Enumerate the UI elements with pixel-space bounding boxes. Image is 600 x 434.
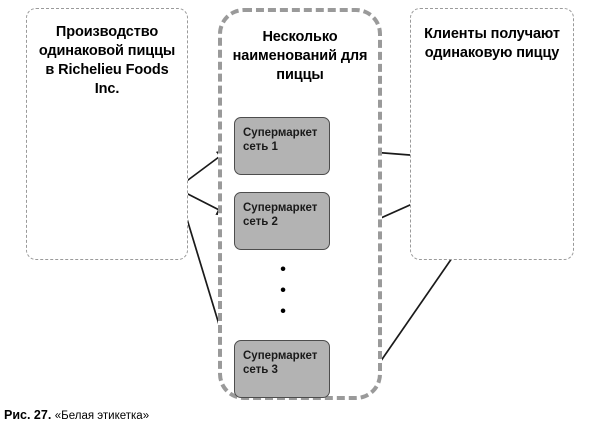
panel-production <box>26 8 188 260</box>
supermarket-chain-label-2: Супермаркет сеть 2 <box>243 202 318 229</box>
supermarket-chain-box-3[interactable] <box>234 340 330 398</box>
panel-customers-title: Клиенты получают одинаковую пиццу <box>424 26 560 62</box>
figure-caption-number: Рис. 27. <box>4 408 52 422</box>
panel-production-title: Производство одинаковой пиццы в Richelieu Foods Inc. <box>38 24 176 98</box>
ellipsis-dot-2: • <box>280 282 286 299</box>
figure-caption-text: «Белая этикетка» <box>54 410 150 422</box>
ellipsis-dot-1: • <box>280 261 286 278</box>
panel-brands-title: Несколько наименований для пиццы <box>232 29 368 84</box>
ellipsis-dot-3: • <box>280 303 286 320</box>
figure-caption <box>4 408 149 422</box>
supermarket-chain-label-3: Супермаркет сеть 3 <box>243 350 318 377</box>
supermarket-chain-box-1[interactable] <box>234 117 330 175</box>
panel-customers <box>410 8 574 260</box>
supermarket-chain-label-1: Супермаркет сеть 1 <box>243 127 318 154</box>
supermarket-chain-box-2[interactable] <box>234 192 330 250</box>
